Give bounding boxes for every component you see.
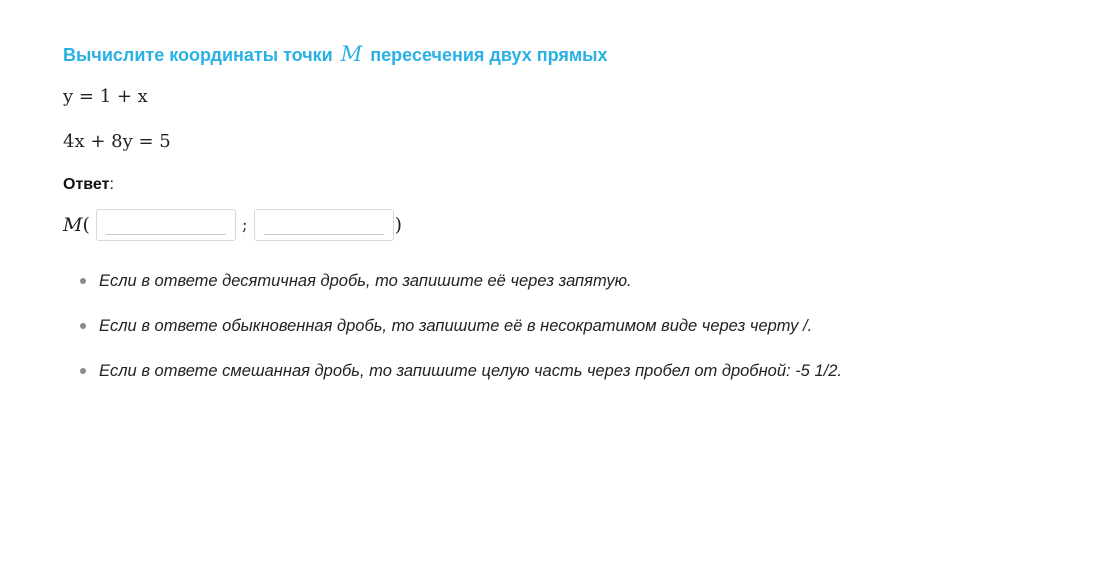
answer-row <box>63 208 963 242</box>
hint-item <box>63 309 863 343</box>
equation-1: y = 1 + x <box>63 86 148 107</box>
bullet-icon <box>80 278 86 284</box>
hint-item <box>63 264 863 298</box>
y-coordinate-input[interactable] <box>254 209 394 241</box>
hint-text: Если в ответе десятичная дробь, то запишите её через запятую. <box>99 272 632 290</box>
hint-text: Если в ответе смешанная дробь, то запишите целую часть через пробел от дробной: -5 1/2. <box>99 362 842 380</box>
title-text-start: Вычислите координаты точки <box>63 45 333 65</box>
title-point-variable: M <box>340 42 363 66</box>
coordinate-separator: ; <box>241 215 248 235</box>
answer-point-prefix <box>63 214 90 236</box>
equation-2: 4x + 8y = 5 <box>63 131 171 152</box>
hint-item <box>63 354 863 388</box>
x-coordinate-input[interactable] <box>96 209 236 241</box>
answer-point-name: M <box>63 214 83 236</box>
answer-label-text: Ответ <box>63 176 110 193</box>
task-title <box>63 40 963 68</box>
bullet-icon <box>80 323 86 329</box>
answer-label-colon: : <box>109 176 114 193</box>
task-container <box>63 40 963 399</box>
hints-list <box>63 264 863 388</box>
hint-text: Если в ответе обыкновенная дробь, то запишите её в несократимом виде через черту /. <box>99 317 813 335</box>
answer-label <box>63 174 963 196</box>
title-text-end: пересечения двух прямых <box>370 45 608 65</box>
answer-close-paren: ) <box>394 214 403 236</box>
bullet-icon <box>80 368 86 374</box>
answer-open-paren: ( <box>82 214 90 236</box>
